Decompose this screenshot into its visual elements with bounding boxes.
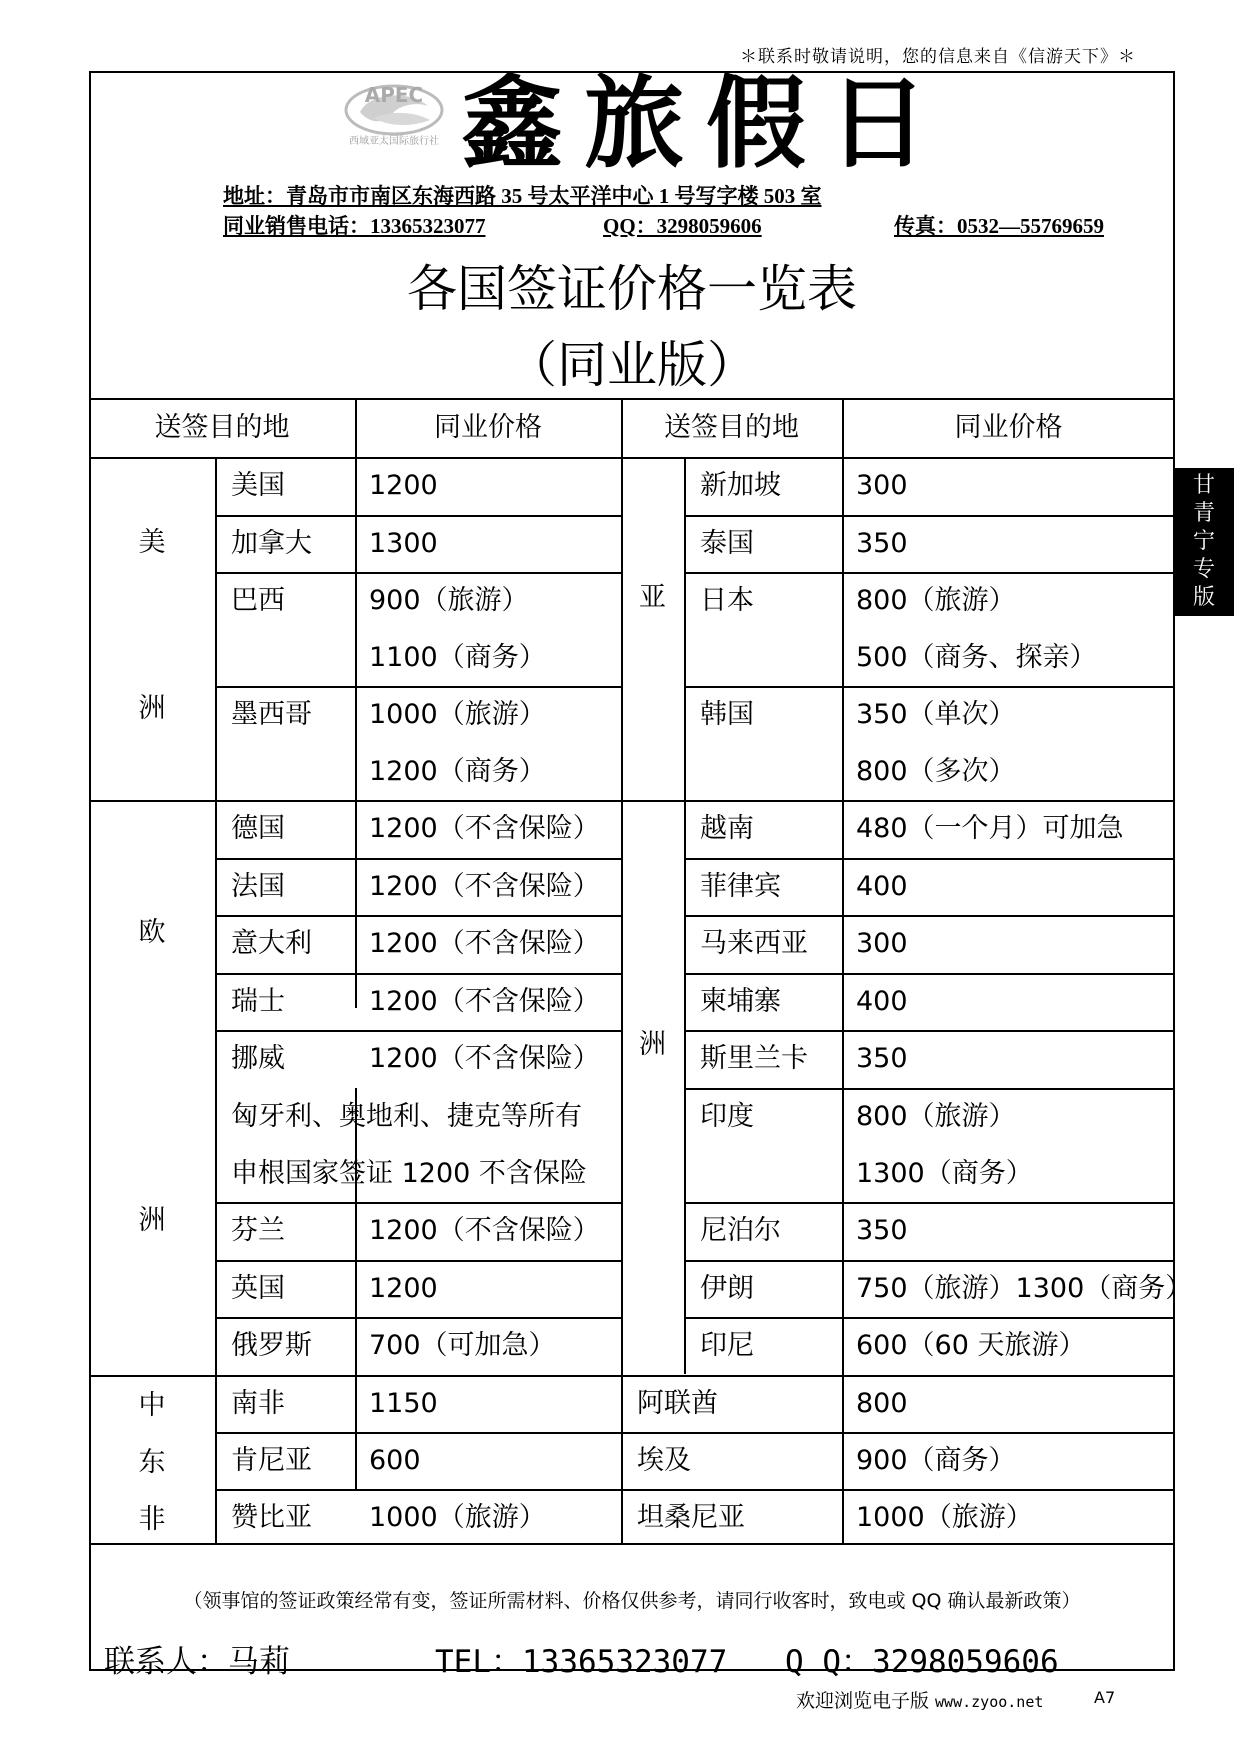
logo-caption: 西域亚太国际旅行社 xyxy=(349,136,439,147)
country-name: 柬埔寨 xyxy=(700,986,781,1017)
visa-price: 1150 xyxy=(369,1388,438,1419)
country-name: 泰国 xyxy=(700,528,754,559)
table-grid-line xyxy=(684,915,1175,917)
visa-price: 480（一个月）可加急 xyxy=(856,813,1124,844)
country-name: 挪威 xyxy=(231,1043,285,1074)
country-name: 德国 xyxy=(231,813,285,844)
table-grid-line xyxy=(215,1432,621,1434)
visa-price: 750（旅游）1300（商务） xyxy=(856,1273,1193,1304)
visa-price: 1200（不含保险） xyxy=(369,1043,600,1074)
visa-price: 800（旅游） xyxy=(856,1101,1016,1132)
region-europe-2: 洲 xyxy=(138,1205,166,1236)
country-name: 日本 xyxy=(700,585,754,616)
table-grid-line xyxy=(89,800,621,802)
table-grid-line xyxy=(621,1432,1175,1434)
country-name: 阿联酋 xyxy=(637,1388,718,1419)
table-header-2: 同业价格 xyxy=(434,412,542,443)
visa-price: 400 xyxy=(856,986,908,1017)
country-name: 伊朗 xyxy=(700,1273,754,1304)
table-header-3: 送签目的地 xyxy=(664,412,799,443)
table-grid-line xyxy=(621,398,623,1545)
visa-price: 1300 xyxy=(369,528,438,559)
table-grid-line xyxy=(684,1088,1175,1090)
table-grid-line xyxy=(621,800,1175,802)
table-grid-line xyxy=(684,973,1175,975)
table-grid-line xyxy=(89,398,91,1545)
table-grid-line xyxy=(215,515,621,517)
country-name: 法国 xyxy=(231,871,285,902)
country-name: 菲律宾 xyxy=(700,871,781,902)
region-mea-3: 非 xyxy=(138,1504,166,1535)
region-asia-2: 洲 xyxy=(639,1029,666,1060)
side-tab xyxy=(1174,468,1234,616)
top-note: ＊联系时敬请说明，您的信息来自《信游天下》＊ xyxy=(740,47,1136,67)
table-grid-line xyxy=(215,858,621,860)
table-grid-line xyxy=(684,572,1175,574)
footer-welcome: 欢迎浏览电子版 xyxy=(796,1690,930,1712)
country-name: 斯里兰卡 xyxy=(700,1043,808,1074)
table-grid-line xyxy=(684,1317,1175,1319)
sales-phone: 同业销售电话：13365323077 xyxy=(223,214,486,238)
visa-price: 1000（旅游） xyxy=(856,1502,1033,1533)
country-name: 加拿大 xyxy=(231,528,312,559)
table-grid-line xyxy=(684,515,1175,517)
country-name: 南非 xyxy=(231,1388,285,1419)
table-grid-line xyxy=(355,1088,357,1489)
visa-price: 600 xyxy=(369,1445,421,1476)
country-name: 芬兰 xyxy=(231,1215,285,1246)
visa-price-line2: 1200（商务） xyxy=(369,756,546,787)
country-name: 意大利 xyxy=(231,928,312,959)
table-grid-line xyxy=(684,1030,1175,1032)
visa-price: 300 xyxy=(856,928,908,959)
country-name: 美国 xyxy=(231,470,285,501)
visa-price: 1200（不含保险） xyxy=(369,871,600,902)
apec-logo xyxy=(330,80,458,150)
visa-price: 300 xyxy=(856,470,908,501)
table-grid-line xyxy=(215,1489,621,1491)
page-number: A7 xyxy=(1094,1688,1116,1707)
contact-qq: Q Q：3298059606 xyxy=(785,1644,1059,1680)
country-name: 英国 xyxy=(231,1273,285,1304)
visa-price: 1200 xyxy=(369,470,438,501)
visa-price: 1000（旅游） xyxy=(369,699,546,730)
table-grid-line xyxy=(89,1543,1175,1545)
table-grid-line xyxy=(215,572,621,574)
country-name: 印尼 xyxy=(700,1330,754,1361)
visa-price: 350 xyxy=(856,1043,908,1074)
side-tab-label: 甘青宁专版 xyxy=(1192,473,1215,610)
table-grid-line xyxy=(215,915,621,917)
country-name: 巴西 xyxy=(231,585,285,616)
table-header-1: 送签目的地 xyxy=(154,412,290,443)
region-mea-1: 中 xyxy=(138,1390,166,1421)
visa-price: 800（旅游） xyxy=(856,585,1016,616)
region-america-2: 洲 xyxy=(138,693,166,724)
region-europe-1: 欧 xyxy=(138,917,166,948)
table-grid-line xyxy=(684,1202,1175,1204)
visa-price-line2: 1100（商务） xyxy=(369,642,546,673)
country-name: 俄罗斯 xyxy=(231,1330,312,1361)
page-title: 各国签证价格一览表 xyxy=(407,260,857,318)
table-grid-line xyxy=(1173,398,1175,1545)
visa-price: 1200 xyxy=(369,1273,438,1304)
page-subtitle: （同业版） xyxy=(507,336,757,394)
visa-price-line2: 800（多次） xyxy=(856,756,1016,787)
logo-text: APEC xyxy=(364,83,424,107)
table-grid-line xyxy=(684,686,1175,688)
country-name: 肯尼亚 xyxy=(231,1445,312,1476)
country-name: 坦桑尼亚 xyxy=(637,1502,745,1533)
footer xyxy=(796,1686,1043,1713)
table-grid-line xyxy=(89,457,1175,459)
country-name: 越南 xyxy=(700,813,754,844)
region-asia-1: 亚 xyxy=(639,582,666,613)
country-name: 赞比亚 xyxy=(231,1502,312,1533)
country-name: 尼泊尔 xyxy=(700,1215,781,1246)
country-name: 墨西哥 xyxy=(231,699,312,730)
visa-price-table xyxy=(89,398,1193,1545)
table-grid-line xyxy=(215,973,621,975)
country-name: 新加坡 xyxy=(700,470,781,501)
table-grid-line xyxy=(215,457,217,1545)
table-grid-line xyxy=(89,398,1175,400)
country-name: 马来西亚 xyxy=(700,928,808,959)
visa-price-line2: 500（商务、探亲） xyxy=(856,642,1097,673)
visa-price: 900（旅游） xyxy=(369,585,529,616)
table-grid-line xyxy=(621,1375,1175,1377)
visa-price-line2: 1300（商务） xyxy=(856,1158,1033,1189)
disclaimer: （领事馆的签证政策经常有变，签证所需材料、价格仅供参考，请同行收客时，致电或 QQ 确认最新政策） xyxy=(183,1590,1081,1612)
table-grid-line xyxy=(215,1317,621,1319)
visa-price: 400 xyxy=(856,871,908,902)
visa-price: 350 xyxy=(856,528,908,559)
table-grid-line xyxy=(215,686,621,688)
contact-tel: TEL：13365323077 xyxy=(435,1644,728,1680)
schengen-note: 匈牙利、奥地利、捷克等所有 xyxy=(231,1101,582,1132)
qq-number: QQ：3298059606 xyxy=(603,214,762,238)
table-grid-line xyxy=(684,858,1175,860)
region-mea-2: 东 xyxy=(138,1447,166,1478)
visa-price: 1200（不含保险） xyxy=(369,813,600,844)
fax-number: 传真：0532—55769659 xyxy=(894,214,1104,238)
visa-price: 800 xyxy=(856,1388,908,1419)
table-grid-line xyxy=(842,398,844,1545)
visa-price: 1000（旅游） xyxy=(369,1502,546,1533)
country-name: 瑞士 xyxy=(231,986,285,1017)
visa-price: 1200（不含保险） xyxy=(369,986,600,1017)
table-grid-line xyxy=(215,1202,621,1204)
table-grid-line xyxy=(215,1260,621,1262)
address: 地址：青岛市市南区东海西路 35 号太平洋中心 1 号写字楼 503 室 xyxy=(223,184,822,208)
footer-site-link[interactable]: www.zyoo.net xyxy=(935,1693,1044,1711)
brand-name: 鑫旅假日 xyxy=(462,64,950,182)
visa-price: 350 xyxy=(856,1215,908,1246)
table-grid-line xyxy=(89,1375,621,1377)
table-grid-line xyxy=(215,1030,621,1032)
country-name: 韩国 xyxy=(700,699,754,730)
country-name: 印度 xyxy=(700,1101,754,1132)
visa-price: 1200（不含保险） xyxy=(369,928,600,959)
visa-price: 600（60 天旅游） xyxy=(856,1330,1086,1361)
schengen-note-2: 申根国家签证 1200 不含保险 xyxy=(231,1158,587,1189)
region-america-1: 美 xyxy=(138,527,166,558)
visa-price: 700（可加急） xyxy=(369,1330,556,1361)
visa-price: 350（单次） xyxy=(856,699,1016,730)
table-header-4: 同业价格 xyxy=(954,412,1063,443)
table-grid-line xyxy=(355,457,357,1008)
table-grid-line xyxy=(621,1489,1175,1491)
visa-price: 1200（不含保险） xyxy=(369,1215,600,1246)
contact-name: 联系人：马莉 xyxy=(104,1644,290,1680)
country-name: 埃及 xyxy=(637,1445,691,1476)
visa-price: 900（商务） xyxy=(856,1445,1016,1476)
table-grid-line xyxy=(684,1260,1175,1262)
